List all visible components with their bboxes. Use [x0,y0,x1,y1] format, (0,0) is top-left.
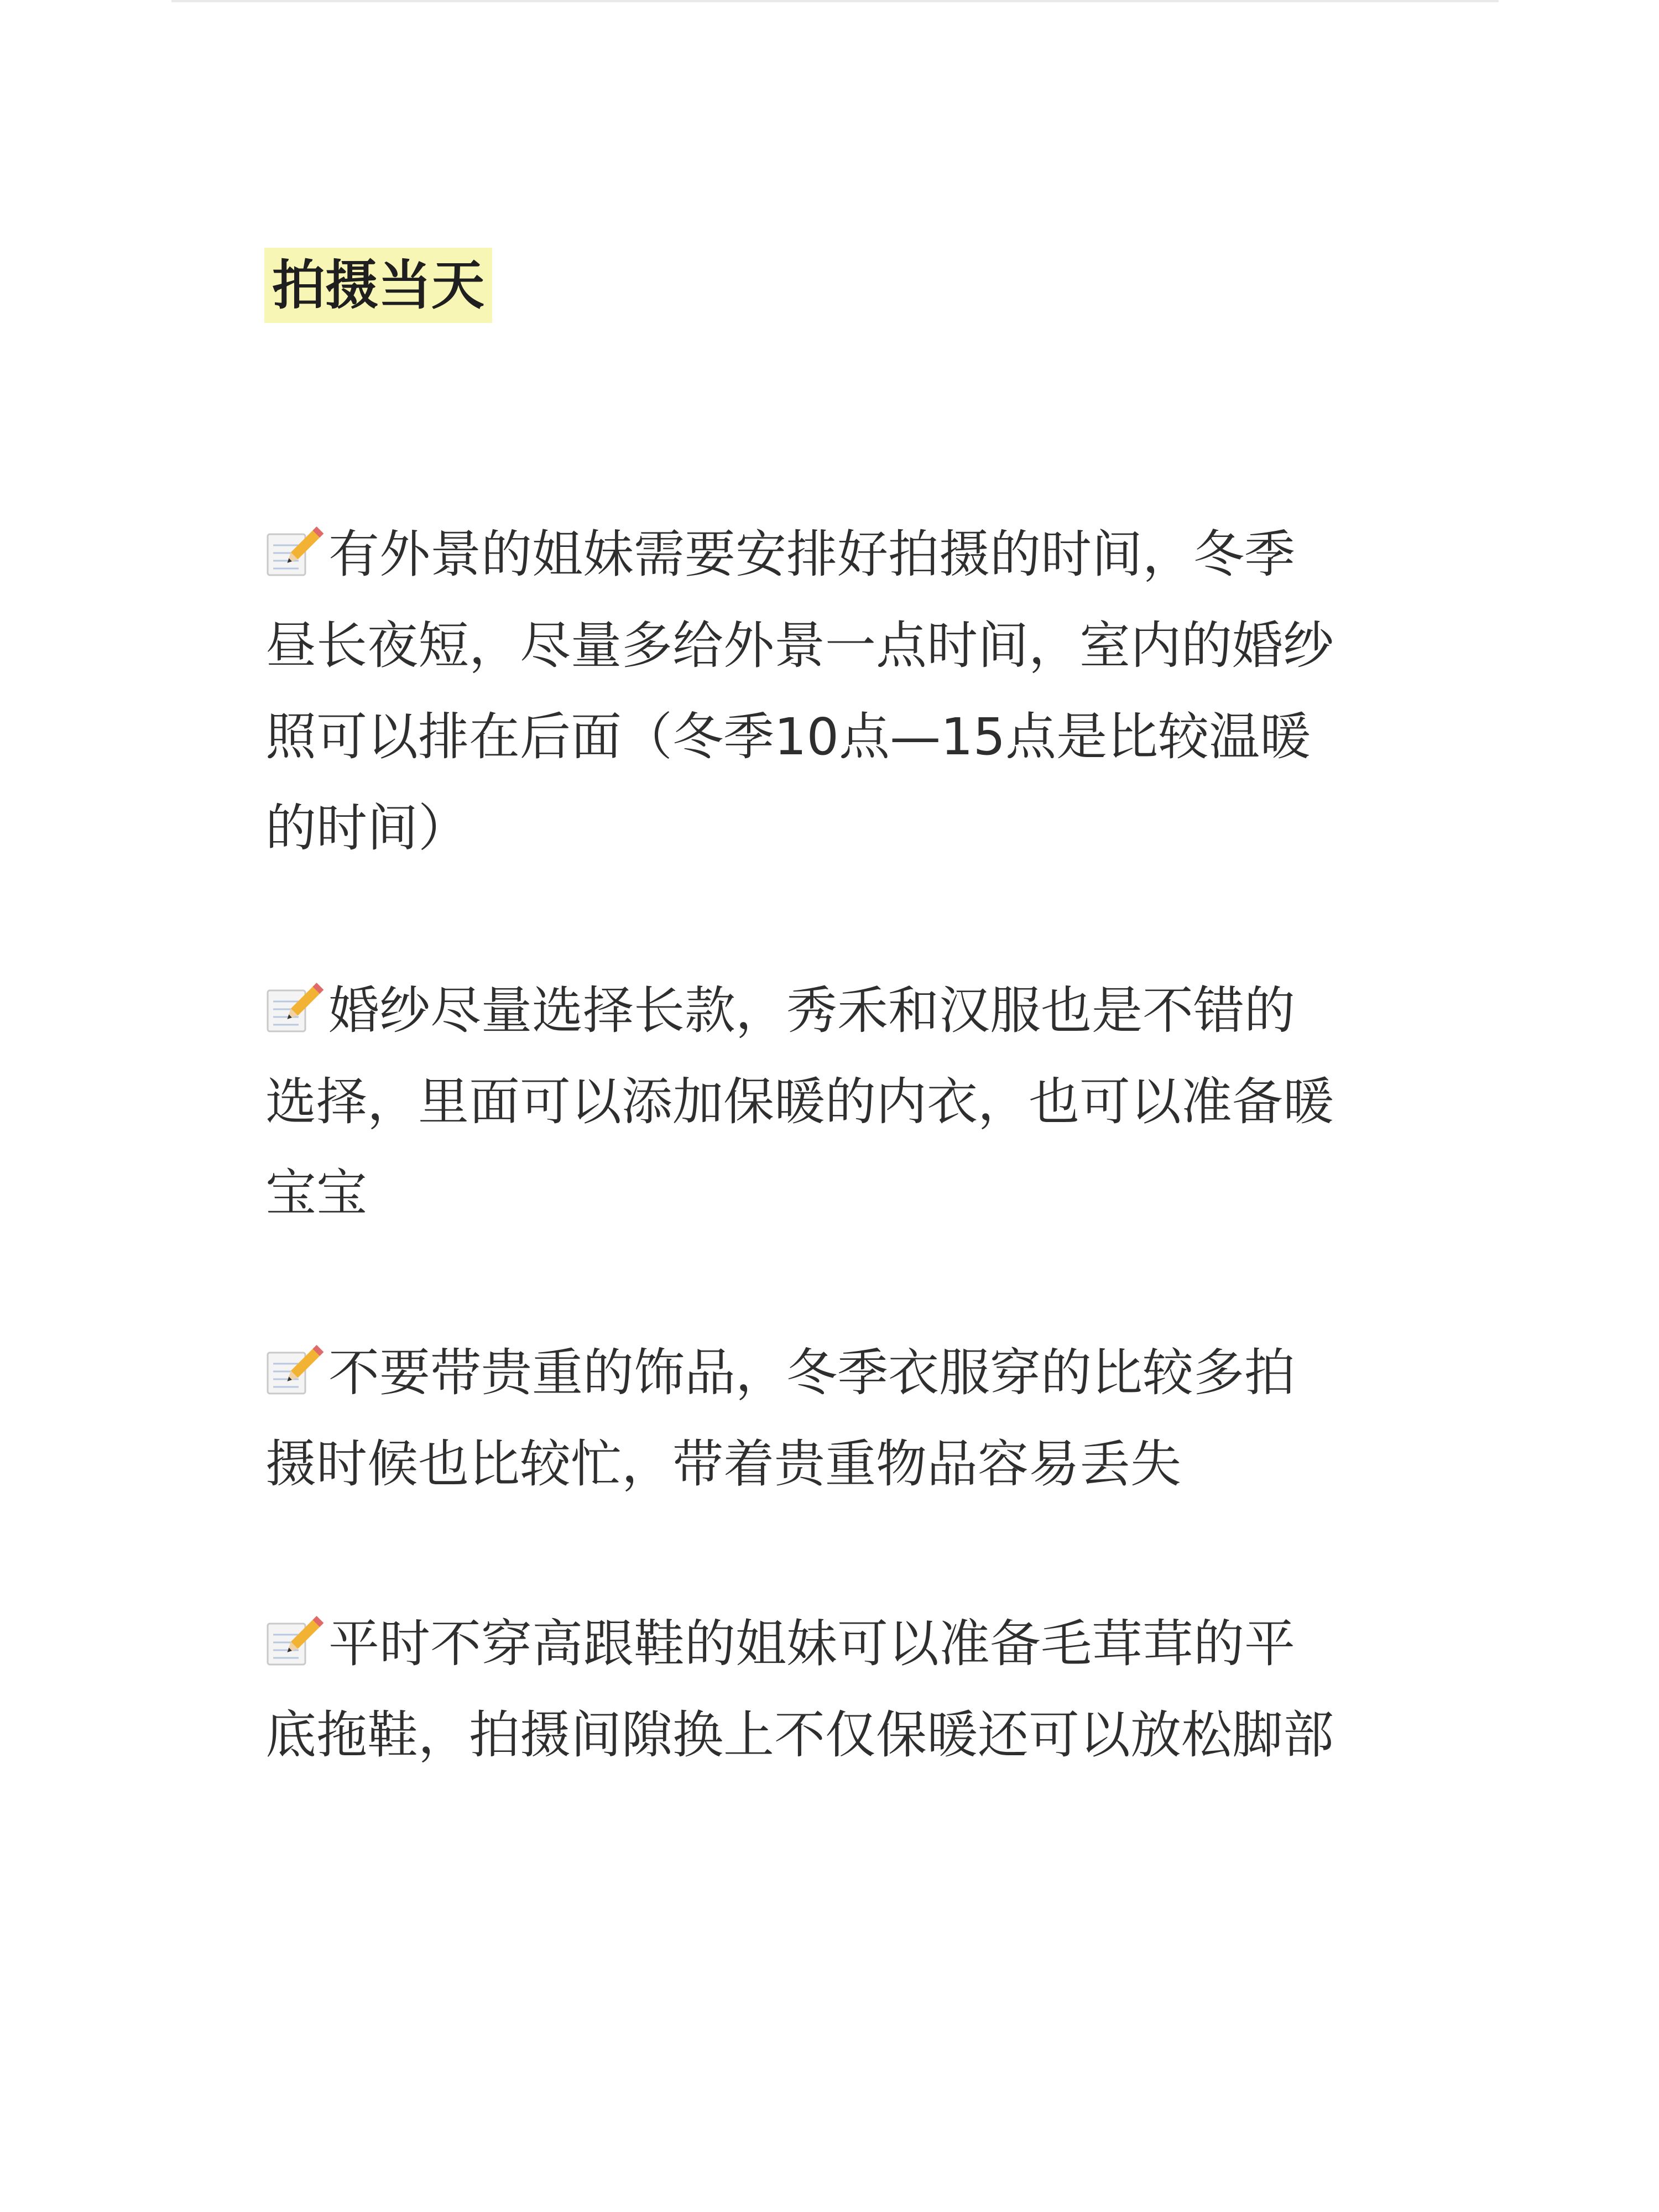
section-heading: 拍摄当天 [264,248,492,323]
paragraph-line: 不要带贵重的饰品，冬季衣服穿的比较多拍 [265,1327,1421,1418]
paragraph-line: 选择，里面可以添加保暖的内衣，也可以准备暖 [265,1072,1334,1131]
paragraph-line: 的时间） [265,799,469,858]
tip-paragraph-4 [265,1598,1421,1781]
memo-pencil-icon [265,524,326,577]
tip-paragraph-3 [265,1327,1421,1510]
paragraph-line: 昼长夜短，尽量多给外景一点时间，室内的婚纱 [265,616,1334,675]
tip-paragraph-2 [265,965,1421,1239]
tip-paragraph-1 [265,509,1421,874]
memo-pencil-icon [265,1614,326,1667]
memo-pencil-icon [265,1343,326,1396]
paragraph-line: 照可以排在后面（冬季10点—15点是比较温暖 [265,707,1311,766]
paragraph-line: 有外景的姐妹需要安排好拍摄的时间，冬季 [265,509,1421,600]
memo-pencil-icon [265,980,326,1034]
paragraph-line: 宝宝 [265,1164,368,1223]
top-divider [171,0,1499,2]
paragraph-line: 底拖鞋，拍摄间隙换上不仅保暖还可以放松脚部 [265,1705,1334,1765]
paragraph-line: 平时不穿高跟鞋的姐妹可以准备毛茸茸的平 [265,1598,1421,1689]
paragraph-line: 婚纱尽量选择长款，秀禾和汉服也是不错的 [265,965,1421,1056]
paragraph-line: 摄时候也比较忙，带着贵重物品容易丢失 [265,1434,1182,1494]
